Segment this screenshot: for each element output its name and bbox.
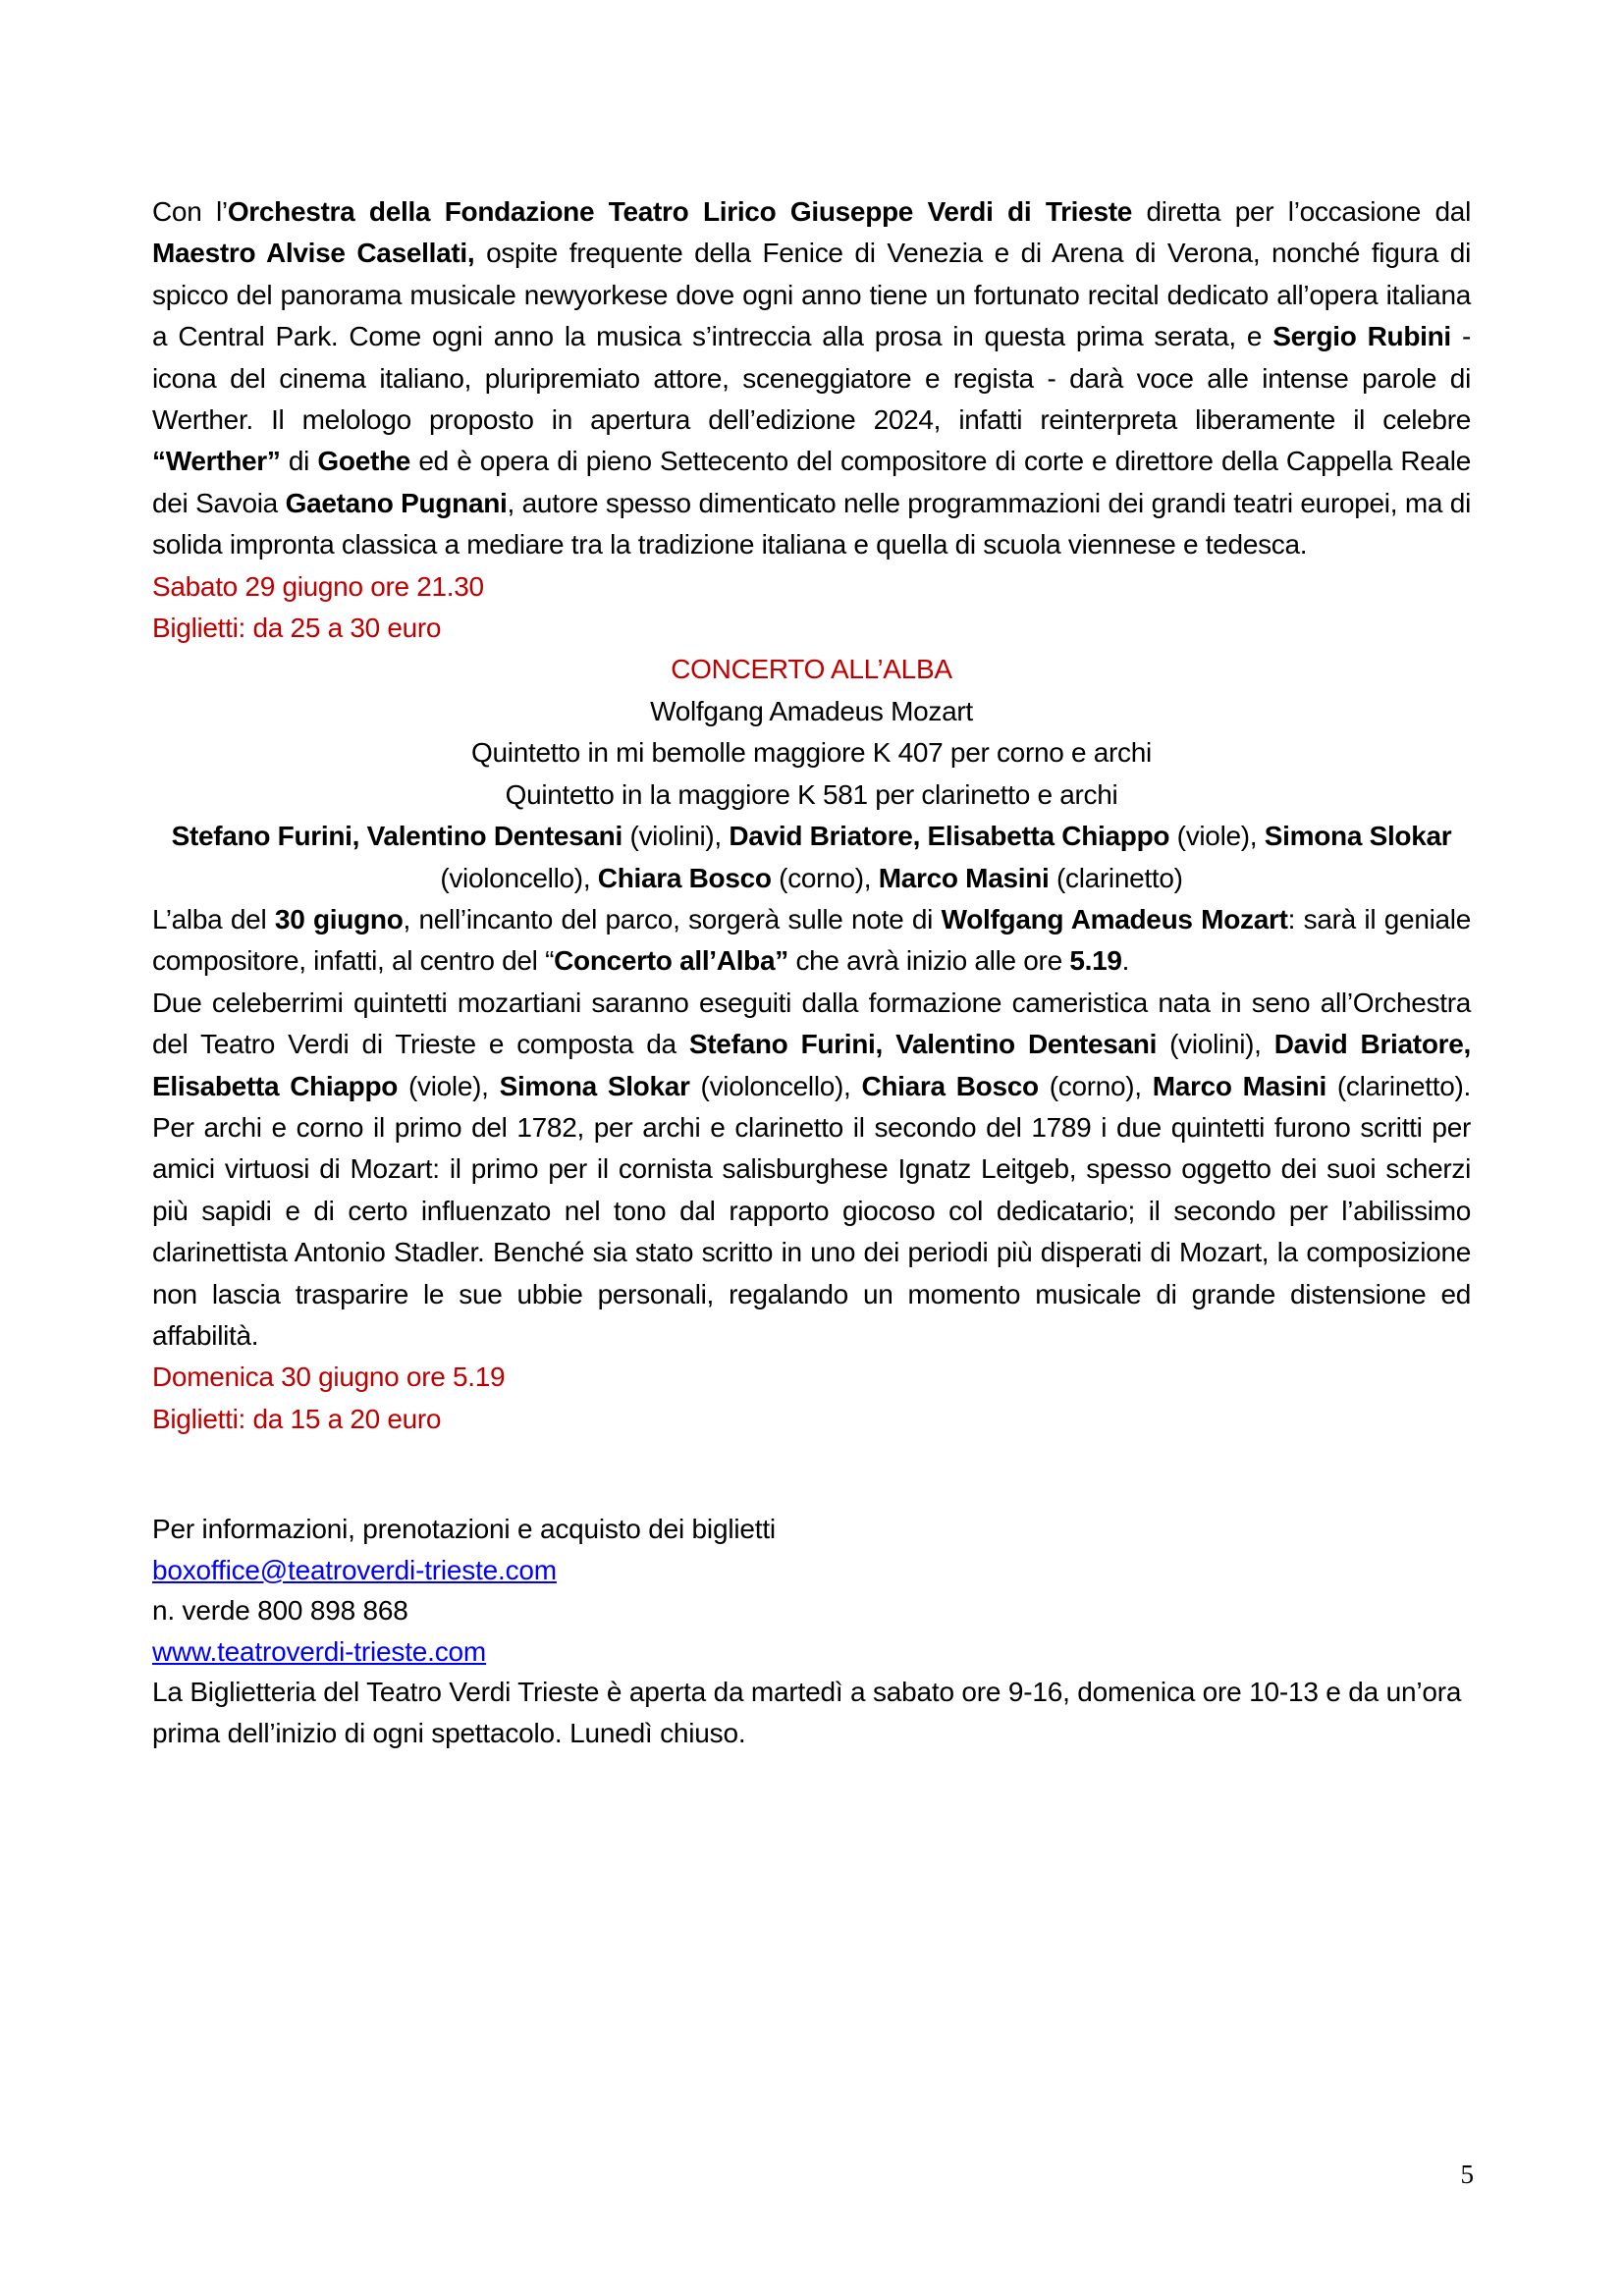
text-run: (corno), — [1038, 1070, 1153, 1101]
text-run: (violini), — [1157, 1029, 1274, 1060]
email-line — [152, 1550, 1471, 1591]
text-run: (violoncello), — [689, 1070, 862, 1101]
text-run: - icona del cinema italiano, pluripremiato attore, sceneggiatore e regista - darà voce alle intense parole di Werther. Il melologo proposto in apertura dell’edizione 2024, infatti reinterpreta liberamente il celebre — [152, 321, 1471, 436]
text-run: Marco Masini — [1152, 1070, 1326, 1101]
text-run: Goethe — [317, 446, 411, 477]
box-office-hours: La Biglietteria del Teatro Verdi Trieste è aperta da martedì a sabato ore 9-16, domenica ore 10-13 e da un’ora prima dell’inizio di ogni spettacolo. Lunedì chiuso. — [152, 1677, 1462, 1748]
text-run: (violini), — [622, 821, 730, 852]
text-run: David Briatore, Elisabetta Chiappo — [729, 821, 1170, 852]
program-line-1: Quintetto in mi bemolle maggiore K 407 per corno e archi — [471, 737, 1152, 769]
text-run: 5.19 — [1069, 945, 1122, 977]
text-run: , autore spesso dimenticato nelle programmazioni dei grandi teatri europei, ma di solida impronta classica a mediare tra la tradizione italiana e quella di scuola viennese e tedesca. — [152, 487, 1471, 561]
page-number: 5 — [1460, 2160, 1474, 2189]
concert-title: CONCERTO ALL’ALBA — [671, 654, 952, 685]
text-run: Chiara Bosco — [861, 1070, 1039, 1101]
website-line — [152, 1631, 1471, 1673]
text-run: Maestro Alvise Casellati, — [152, 238, 475, 269]
program-line-2: Quintetto in la maggiore K 581 per clarinetto e archi — [505, 778, 1118, 810]
text-run: Stefano Furini, Valentino Dentesani — [688, 1029, 1158, 1060]
booking-info-line: Per informazioni, prenotazioni e acquisto dei biglietti — [152, 1514, 776, 1545]
text-run: L’alba del — [152, 903, 275, 934]
text-run: (viole), — [398, 1070, 500, 1101]
text-run: Con l’ — [152, 196, 228, 227]
text-run: 30 giugno — [274, 903, 404, 934]
paragraph-alba-intro — [152, 899, 1471, 983]
text-run: Wolfgang Amadeus Mozart — [941, 903, 1288, 934]
text-run: (clarinetto) — [1049, 862, 1183, 893]
phone-line: n. verde 800 898 868 — [152, 1595, 408, 1627]
paragraph-alba-details — [152, 983, 1471, 1358]
text-run: Orchestra della Fondazione Teatro Lirico Giuseppe Verdi di Trieste — [227, 196, 1133, 227]
text-run: . — [1121, 945, 1130, 977]
event2-date-line: Domenica 30 giugno ore 5.19 — [152, 1362, 506, 1393]
performers-line — [152, 816, 1471, 899]
text-run: ed è opera di pieno Settecento del compositore di corte e direttore della Cappella Reale dei Savoia — [152, 446, 1472, 518]
text-run: “Werther” — [152, 446, 281, 477]
text-run: (violoncello), — [440, 862, 598, 893]
text-run: che avrà inizio alle ore — [787, 945, 1070, 977]
text-run: Sergio Rubini — [1272, 321, 1451, 352]
text-run: (corno), — [771, 862, 879, 893]
event1-date-line: Sabato 29 giugno ore 21.30 — [152, 570, 484, 602]
event1-tickets-line: Biglietti: da 25 a 30 euro — [152, 613, 442, 644]
text-run: (viole), — [1169, 821, 1265, 852]
text-run: ospite frequente della Fenice di Venezia e di Arena di Verona, nonché figura di spicco del panorama musicale newyorkese dove ogni anno tiene un fortunato recital dedicato all’opera italiana a Central Park. Come ogni anno la musica s’intreccia alla prosa in questa prima serata, e — [152, 238, 1471, 352]
text-run: Chiara Bosco — [597, 862, 772, 893]
event2-tickets-line: Biglietti: da 15 a 20 euro — [152, 1403, 442, 1434]
text-run: , nell’incanto del parco, sorgerà sulle note di — [403, 903, 942, 934]
text-run: Stefano Furini, Valentino Dentesani — [171, 821, 622, 852]
text-run: : sarà il geniale compositore, infatti, al centro del “ — [152, 903, 1471, 977]
text-run: diretta per l’occasione dal — [1132, 196, 1471, 227]
text-run: Due celeberrimi quintetti mozartiani saranno eseguiti dalla formazione cameristica nata in seno all’Orchestra del Teatro Verdi di Trieste e composta da — [152, 987, 1471, 1060]
text-run: Concerto all’Alba” — [554, 945, 788, 977]
concert-composer: Wolfgang Amadeus Mozart — [650, 695, 973, 726]
booking-info-block — [152, 1509, 1471, 1753]
text-run: David Briatore, Elisabetta Chiappo — [152, 1029, 1471, 1101]
document-content — [152, 191, 1471, 1753]
text-run: Gaetano Pugnani — [285, 487, 508, 518]
email-link[interactable]: boxoffice@teatroverdi-trieste.com — [152, 1554, 557, 1585]
paragraph-opening-night — [152, 191, 1471, 566]
text-run: Simona Slokar — [499, 1070, 690, 1101]
website-link[interactable]: www.teatroverdi-trieste.com — [152, 1635, 487, 1667]
text-run: Marco Masini — [878, 862, 1050, 893]
text-run: di — [280, 446, 318, 477]
text-run: Simona Slokar — [1264, 821, 1452, 852]
text-run: (clarinetto). Per archi e corno il primo del 1782, per archi e clarinetto il secondo del 1789 i due quintetti furono scritti per amici virtuosi di Mozart: il primo per il cornista salisburghese Ignatz Leitgeb, spesso oggetto dei suoi scherzi più sapidi e di certo influenzato nel tono dal rapporto giocoso col dedicatario; il secondo per l’abilissimo clarinettista Antonio Stadler. Benché sia stato scritto in uno dei periodi più disperati di Mozart, la composizione non lascia trasparire le sue ubbie personali, regalando un momento musicale di grande distensione ed affabilità. — [152, 1070, 1472, 1351]
